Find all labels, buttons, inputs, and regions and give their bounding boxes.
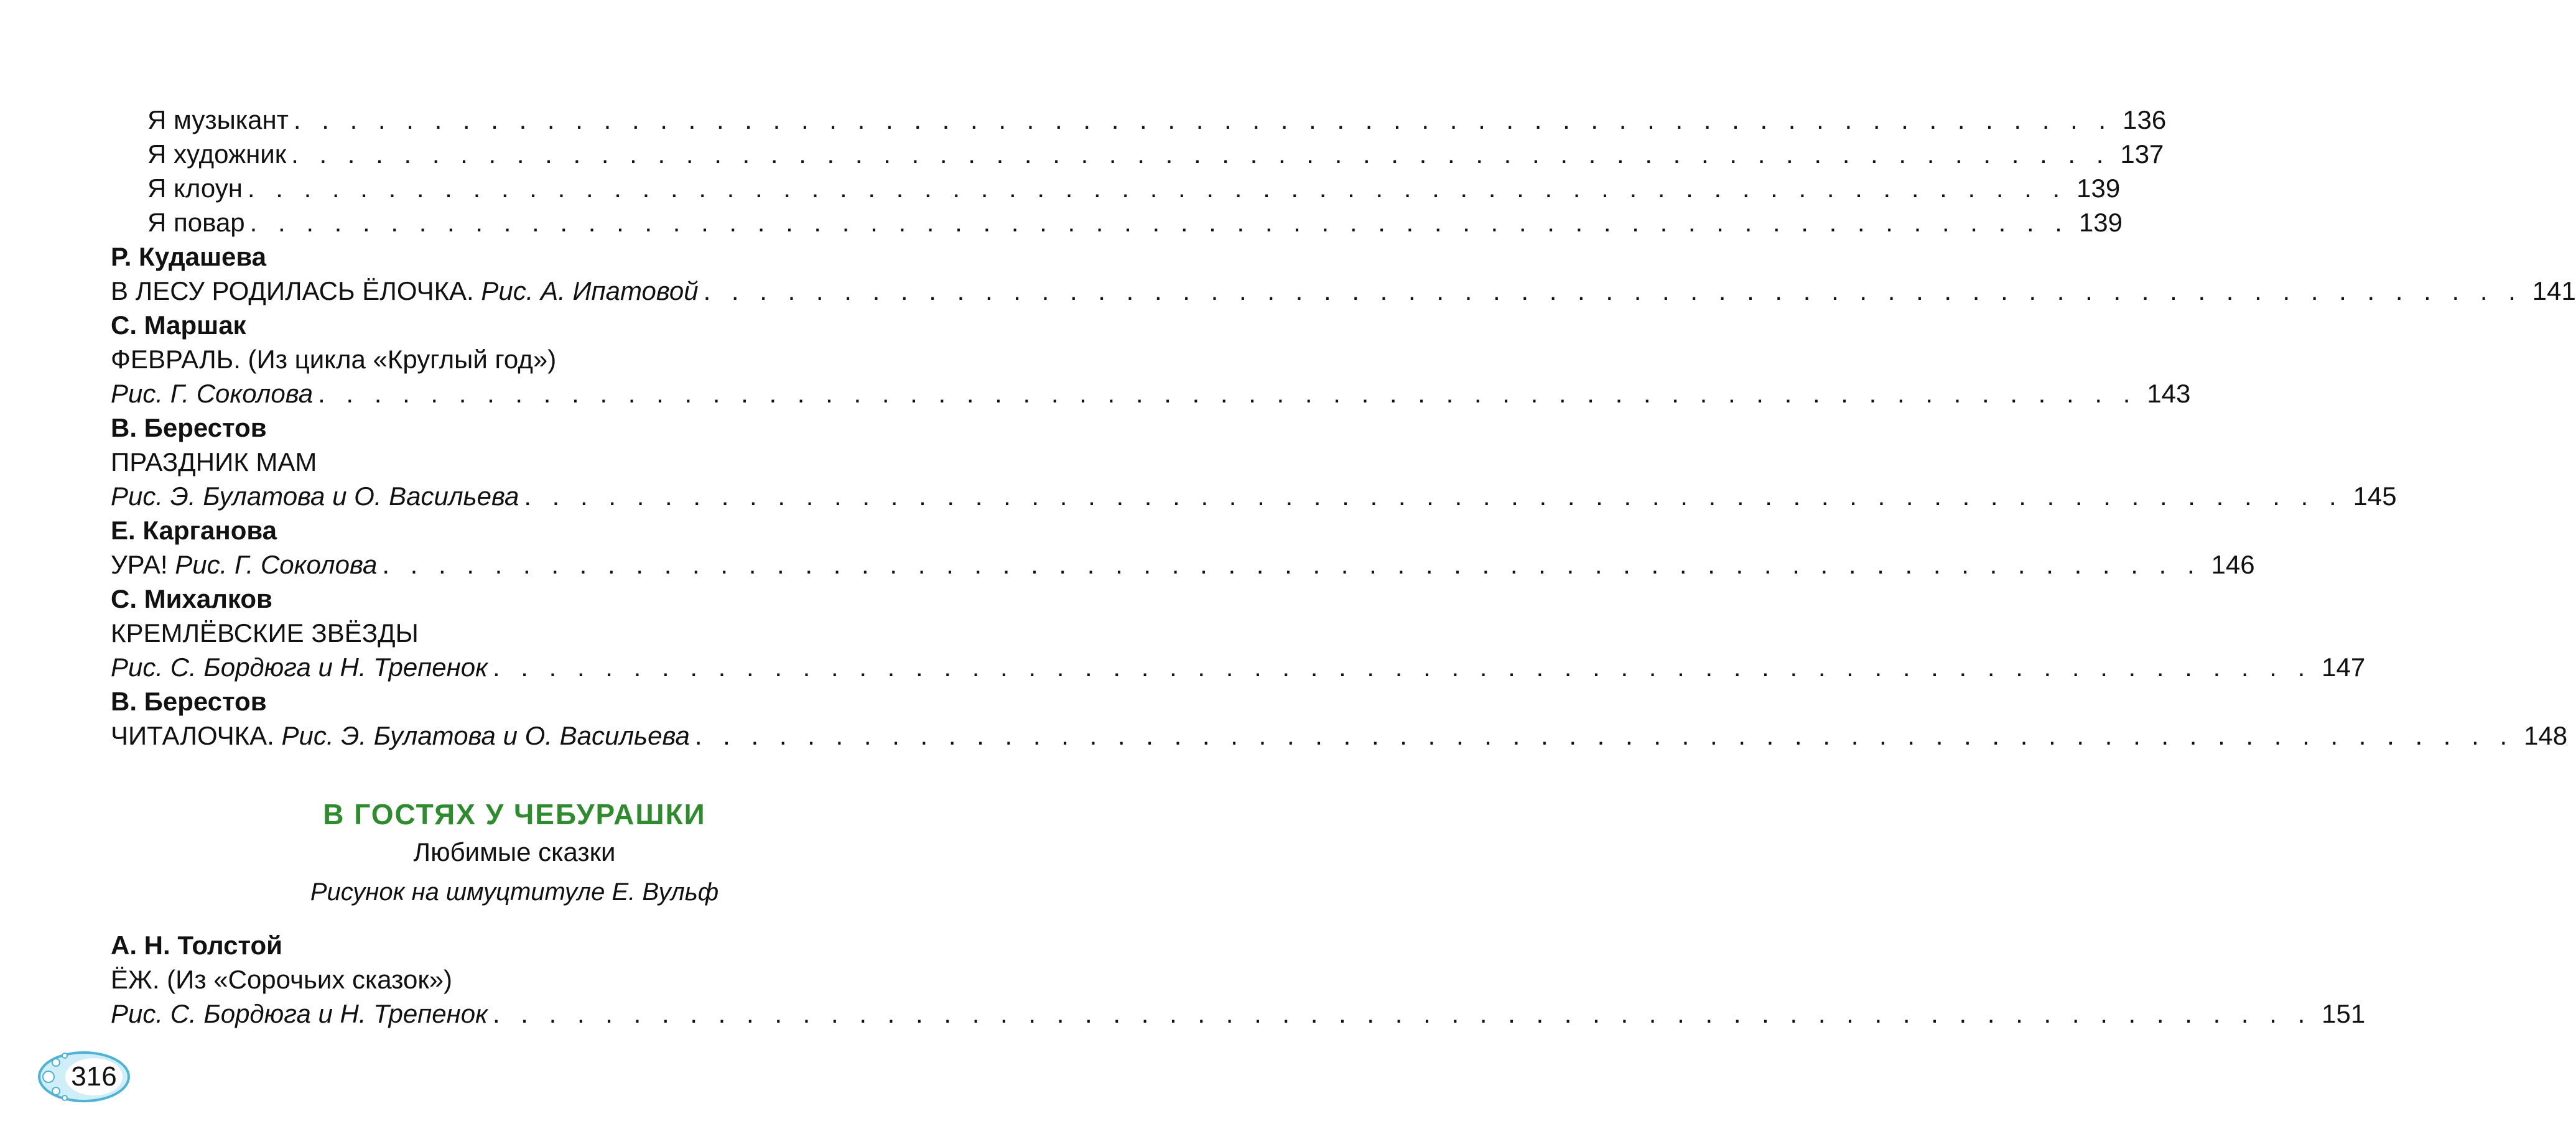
entry-title: Я художник xyxy=(147,139,287,169)
entry-illustrator: Рис. Г. Соколова xyxy=(175,550,378,579)
entry-illustrator: Рис. Э. Булатова и О. Васильева xyxy=(281,721,690,750)
author-name: Р. Кудашева xyxy=(111,242,267,271)
toc-entry[interactable] xyxy=(111,274,2576,308)
table-of-contents xyxy=(111,103,2576,753)
entry-work-title: В ЛЕСУ РОДИЛАСЬ ЁЛОЧКА. xyxy=(111,276,481,305)
entry-title xyxy=(111,274,699,308)
entry-page-number: 136 xyxy=(2123,105,2167,134)
dot-leader: . . . . . . . . . . . . . . . . . . . . . . . . . . . . . . . . . . . . . . . . . . . . . . . . . . . . . . . . . . . . . . . . . xyxy=(318,379,2137,408)
dot-leader: . . . . . . . . . . . . . . . . . . . . . . . . . . . . . . . . . . . . . . . . . . . . . . . . . . . . . . . . . . . . . . . . . xyxy=(694,721,2514,750)
entry-title: Я музыкант xyxy=(147,105,289,134)
entry-page-number: 151 xyxy=(2322,999,2366,1028)
entry-illustrator: Рис. Г. Соколова xyxy=(111,379,314,408)
author-name: В. Берестов xyxy=(111,413,267,442)
toc-entry[interactable] xyxy=(111,547,2255,582)
entry-work-title: ФЕВРАЛЬ. (Из цикла «Круглый год») xyxy=(111,345,557,374)
dot-leader: . . . . . . . . . . . . . . . . . . . . . . . . . . . . . . . . . . . . . . . . . . . . . . . . . . . . . . . . . . . . . . . . . xyxy=(293,105,2113,134)
entry-work-title: ПРАЗДНИК МАМ xyxy=(111,447,317,477)
badge-dot-icon xyxy=(52,1087,60,1095)
entry-work-title: ЁЖ. (Из «Сорочьих сказок») xyxy=(111,965,453,994)
entry-title xyxy=(111,547,377,582)
entry-title: Я повар xyxy=(147,208,245,237)
dot-leader: . . . . . . . . . . . . . . . . . . . . . . . . . . . . . . . . . . . . . . . . . . . . . . . . . . . . . . . . . . . . . . . . . xyxy=(703,276,2523,305)
toc-entry[interactable] xyxy=(111,376,2191,411)
entry-page-number: 143 xyxy=(2147,379,2191,408)
dot-leader: . . . . . . . . . . . . . . . . . . . . . . . . . . . . . . . . . . . . . . . . . . . . . . . . . . . . . . . . . . . . . . . . . xyxy=(524,481,2343,511)
entry-work-title: ЧИТАЛОЧКА. xyxy=(111,721,282,750)
entry-illustrator: Рис. С. Бордюга и Н. Трепенок xyxy=(111,653,488,682)
entry-page-number: 137 xyxy=(2120,139,2164,169)
dot-leader: . . . . . . . . . . . . . . . . . . . . . . . . . . . . . . . . . . . . . . . . . . . . . . . . . . . . . . . . . . . . . . . . . xyxy=(247,174,2067,203)
entry-page-number: 147 xyxy=(2322,653,2366,682)
toc-entry[interactable] xyxy=(111,650,2366,684)
entry-page-number: 148 xyxy=(2524,721,2568,750)
author-name: В. Берестов xyxy=(111,687,267,716)
toc-entry[interactable] xyxy=(111,718,2568,753)
toc-entry[interactable] xyxy=(111,137,2164,171)
dot-leader: . . . . . . . . . . . . . . . . . . . . . . . . . . . . . . . . . . . . . . . . . . . . . . . . . . . . . . . . . . . . . . . . . xyxy=(249,208,2069,237)
toc-entry[interactable] xyxy=(111,171,2121,205)
table-of-contents-continued xyxy=(111,928,2366,1031)
entry-illustrator: Рис. С. Бордюга и Н. Трепенок xyxy=(111,999,488,1028)
entry-title xyxy=(111,718,690,753)
entry-work-title: УРА! xyxy=(111,550,175,579)
entry-page-number: 139 xyxy=(2076,174,2121,203)
entry-illustrator: Рис. А. Ипатовой xyxy=(481,276,699,305)
toc-entry[interactable] xyxy=(111,205,2123,239)
badge-dot-icon xyxy=(52,1059,60,1066)
section-illustration-note: Рисунок на шмуцтитуле Е. Вульф xyxy=(310,878,719,906)
entry-work-title: КРЕМЛЁВСКИЕ ЗВЁЗДЫ xyxy=(111,618,419,648)
section-subtitle: Любимые сказки xyxy=(413,837,616,867)
toc-entry[interactable] xyxy=(111,103,2167,137)
author-name: С. Маршак xyxy=(111,310,246,340)
dot-leader: . . . . . . . . . . . . . . . . . . . . . . . . . . . . . . . . . . . . . . . . . . . . . . . . . . . . . . . . . . . . . . . . . xyxy=(492,999,2312,1028)
page-number: 316 xyxy=(71,1061,117,1092)
dot-leader: . . . . . . . . . . . . . . . . . . . . . . . . . . . . . . . . . . . . . . . . . . . . . . . . . . . . . . . . . . . . . . . . . xyxy=(492,653,2312,682)
toc-entry[interactable] xyxy=(111,997,2366,1031)
author-name: С. Михалков xyxy=(111,584,272,613)
section-title: В ГОСТЯХ У ЧЕБУРАШКИ xyxy=(323,798,706,830)
entry-page-number: 146 xyxy=(2211,550,2255,579)
entry-title: Я клоун xyxy=(147,174,243,203)
entry-page-number: 141 xyxy=(2532,276,2576,305)
badge-dot-icon xyxy=(43,1071,54,1082)
author-name: А. Н. Толстой xyxy=(111,931,282,960)
author-name: Е. Карганова xyxy=(111,516,277,545)
dot-leader: . . . . . . . . . . . . . . . . . . . . . . . . . . . . . . . . . . . . . . . . . . . . . . . . . . . . . . . . . . . . . . . . . xyxy=(291,139,2111,169)
dot-leader: . . . . . . . . . . . . . . . . . . . . . . . . . . . . . . . . . . . . . . . . . . . . . . . . . . . . . . . . . . . . . . . . . xyxy=(382,550,2202,579)
entry-page-number: 145 xyxy=(2353,481,2397,511)
entry-illustrator: Рис. Э. Булатова и О. Васильева xyxy=(111,481,519,511)
toc-entry[interactable] xyxy=(111,479,2397,513)
entry-page-number: 139 xyxy=(2078,208,2123,237)
